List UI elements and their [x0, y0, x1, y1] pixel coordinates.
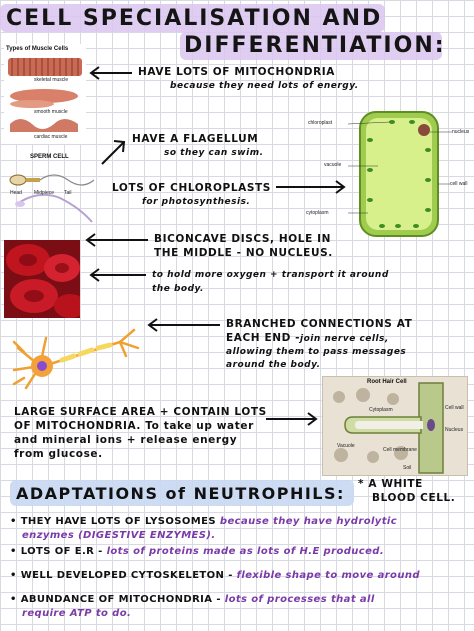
bullet-main: ABUNDANCE OF MITOCHONDRIA -: [20, 594, 221, 605]
sperm-note-main: HAVE A FLAGELLUM: [132, 133, 259, 145]
bullet-purple: because they have hydrolytic: [216, 516, 398, 527]
sperm-note-sub: so they can swim.: [164, 148, 264, 158]
neutrophils-heading: ADAPTATIONS of NEUTROPHILS:: [16, 484, 345, 503]
bullet-cont: require ATP to do.: [22, 608, 132, 619]
plant-label-cytoplasm: cytoplasm: [306, 210, 329, 216]
rbc-drawing: [4, 240, 80, 318]
neutrophils-side-2: BLOOD CELL.: [372, 492, 456, 504]
bullet-dot: •: [10, 594, 17, 605]
sperm-label-midpiece: Midpiece: [34, 190, 55, 196]
arrow-muscle: [88, 66, 134, 80]
muscle-label-skeletal: skeletal muscle: [34, 77, 69, 83]
arrow-root: [264, 412, 320, 426]
root-label-cell-wall: Cell wall: [445, 405, 464, 411]
plant-label-chloroplast: chloroplast: [308, 120, 333, 126]
root-note-4: from glucose.: [14, 448, 103, 460]
bullet-dot: •: [10, 570, 17, 581]
root-label-vacuole: Vacuole: [337, 443, 355, 449]
neutrophil-bullet-3: [10, 570, 470, 582]
neutrophil-bullet-1-cont: [22, 530, 216, 542]
rbc-note-main-2: THE MIDDLE - NO NUCLEUS.: [154, 247, 333, 259]
muscle-note-sub: because they need lots of energy.: [170, 81, 359, 91]
neutrophils-side-1: * A WHITE: [358, 478, 423, 490]
neutrophil-bullet-4-cont: [22, 608, 131, 620]
bullet-purple: lots of processes that all: [220, 594, 375, 605]
bullet-cont: enzymes (DIGESTIVE ENZYMES).: [22, 530, 216, 541]
plant-cell-image: [302, 110, 472, 238]
plant-cell-drawing: [302, 110, 472, 238]
nerve-note-sub-3: around the body.: [226, 360, 321, 370]
bullet-dot: •: [10, 546, 17, 557]
root-label-soil: Soil: [403, 465, 412, 471]
root-drawing: [323, 377, 467, 475]
arrow-rbc-2: [88, 268, 148, 282]
root-note-1: LARGE SURFACE AREA + CONTAIN LOTS: [14, 406, 267, 418]
nerve-note-main-2: EACH END -: [226, 332, 301, 344]
muscle-label-cardiac: cardiac muscle: [34, 134, 68, 140]
arrow-rbc-1: [84, 233, 150, 247]
bullet-dot: •: [10, 516, 17, 527]
rbc-note-sub-2: the body.: [152, 284, 204, 294]
plant-note-main: LOTS OF CHLOROPLASTS: [112, 182, 271, 194]
plant-label-nucleus: nucleus: [452, 129, 470, 135]
red-blood-cells-image: [4, 240, 80, 318]
bullet-main: THEY HAVE LOTS OF LYSOSOMES: [20, 516, 216, 527]
page-title-line2: DIFFERENTIATION:: [184, 33, 446, 58]
sperm-cell-image: [4, 150, 98, 230]
muscle-note-main: HAVE LOTS OF MITOCHONDRIA: [138, 66, 336, 78]
bullet-main: LOTS OF E.R -: [20, 546, 103, 557]
nerve-note-main-1: BRANCHED CONNECTIONS AT: [226, 318, 413, 330]
bullet-main: WELL DEVELOPED CYTOSKELETON -: [20, 570, 233, 581]
neutrophil-bullet-1: [10, 516, 470, 528]
neutrophil-bullet-4: [10, 594, 470, 606]
nerve-note-sub-1: join nerve cells,: [300, 334, 389, 344]
nerve-cell-image: [10, 326, 142, 394]
rbc-note-sub-1: to hold more oxygen + transport it around: [152, 270, 389, 280]
neutrophil-bullet-2: [10, 546, 470, 558]
root-label-membrane: Cell membrane: [383, 447, 417, 453]
rbc-note-main-1: BICONCAVE DISCS, HOLE IN: [154, 233, 332, 245]
nerve-drawing: [10, 326, 142, 394]
page-title-line1: CELL SPECIALISATION AND: [6, 6, 383, 31]
root-note-2: OF MITOCHONDRIA. To take up water: [14, 420, 254, 432]
nerve-note-sub-2: allowing them to pass messages: [226, 347, 407, 357]
muscle-cells-image: [4, 44, 86, 144]
arrow-plant: [274, 180, 348, 194]
plant-note-sub: for photosynthesis.: [142, 197, 251, 207]
muscle-label-smooth: smooth muscle: [34, 109, 68, 115]
root-label-cytoplasm: Cytoplasm: [369, 407, 393, 413]
muscle-header: Types of Muscle Cells: [6, 46, 69, 52]
plant-label-cell-wall: cell wall: [450, 181, 468, 187]
bullet-purple: lots of proteins made as lots of H.E produced.: [102, 546, 385, 557]
muscle-drawing: [4, 44, 86, 144]
plant-label-vacuole: vacuole: [324, 162, 342, 168]
bullet-purple: flexible shape to move around: [232, 570, 420, 581]
root-note-3: and mineral ions + release energy: [14, 434, 238, 446]
root-title: Root Hair Cell: [367, 379, 407, 385]
root-label-nucleus: Nucleus: [445, 427, 464, 433]
sperm-label-head: Head: [10, 190, 22, 196]
arrow-sperm: [98, 138, 128, 168]
sperm-label-tail: Tail: [64, 190, 72, 196]
sperm-header: SPERM CELL: [30, 154, 69, 160]
arrow-nerve: [146, 318, 222, 332]
root-hair-cell-image: [322, 376, 468, 476]
